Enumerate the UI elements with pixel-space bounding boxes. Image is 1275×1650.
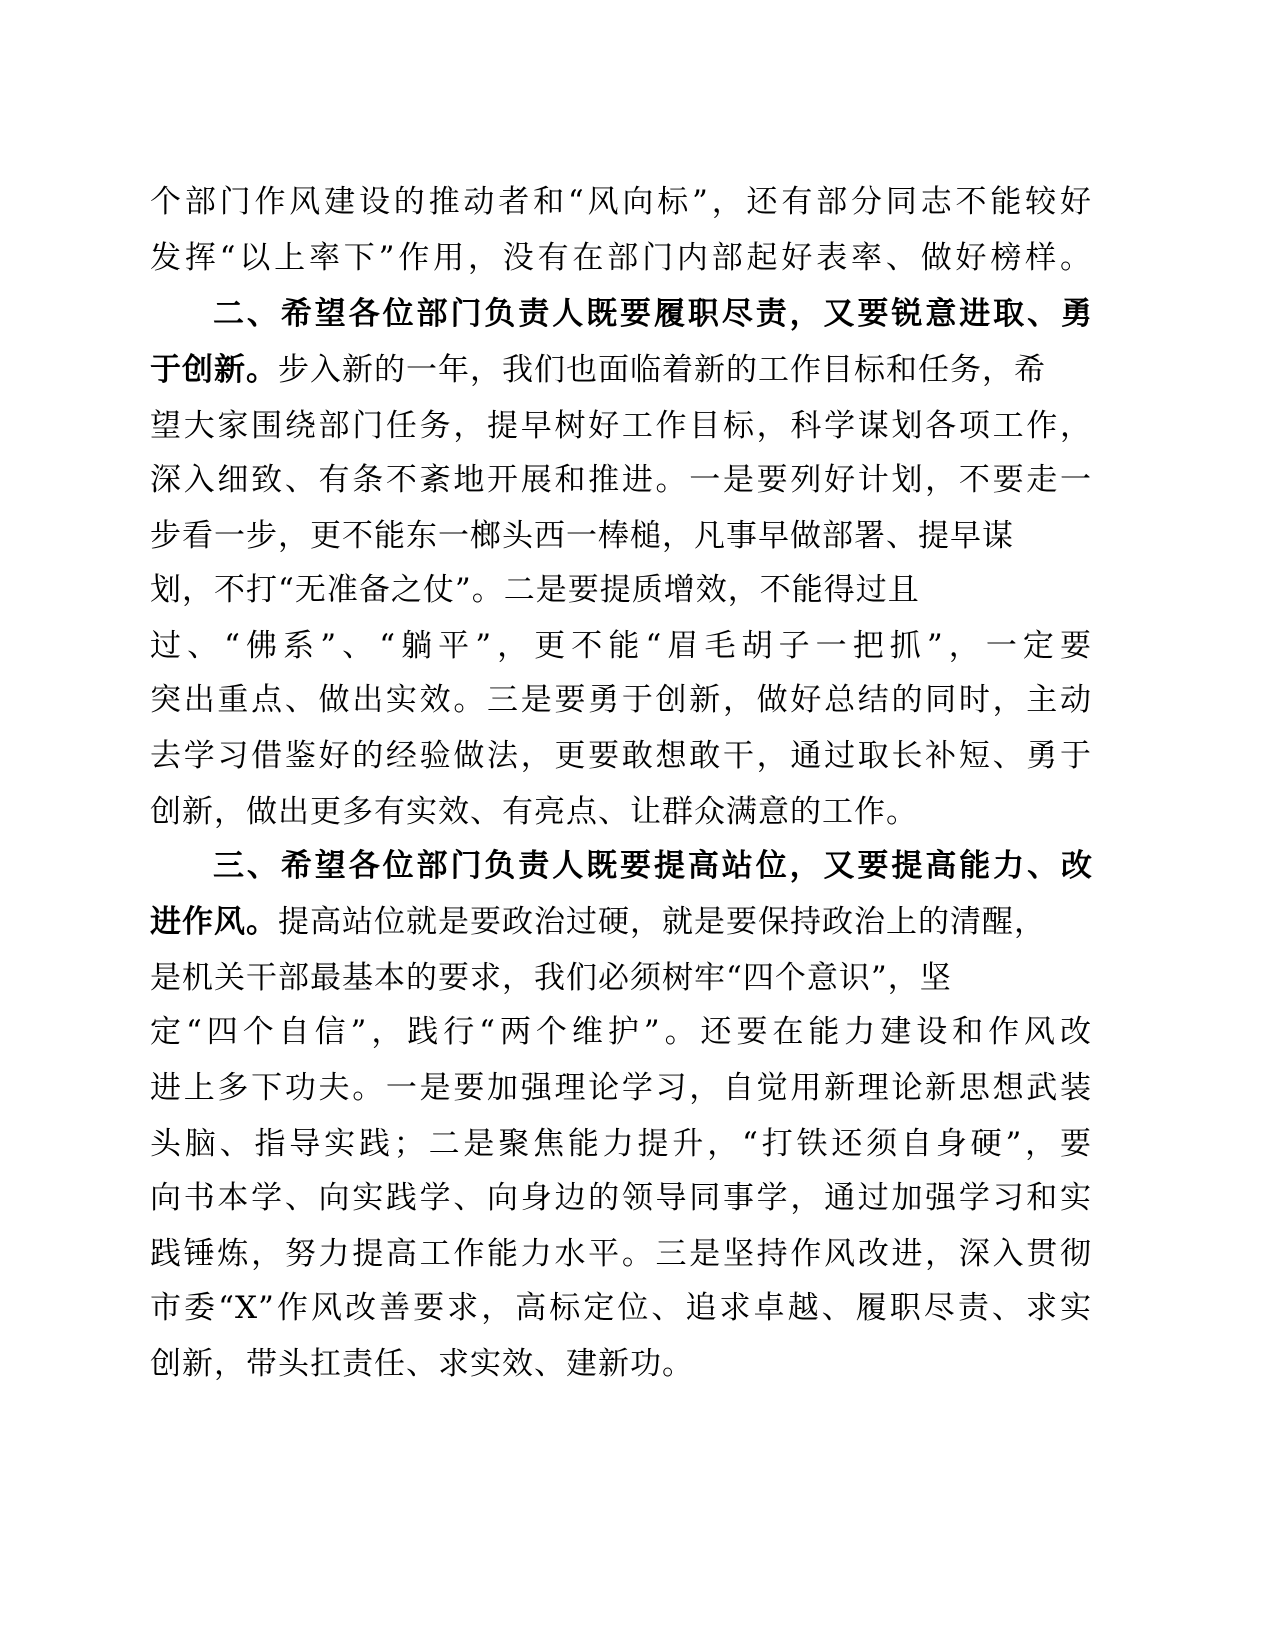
text-line: [150, 350, 1046, 390]
text-line: 践锤炼，努力提高工作能力水平。三是坚持作风改进，深入贯彻: [150, 1236, 1092, 1272]
text-line: 个部门作风建设的推动者和“风向标”，还有部分同志不能较好: [150, 184, 1092, 220]
text-line: 划，不打“无准备之仗”。二是要提质增效，不能得过且: [150, 572, 920, 608]
text-line: 步看一步，更不能东一榔头西一棒槌，凡事早做部署、提早谋: [150, 518, 1014, 554]
text-line: [150, 902, 1046, 942]
section-heading-two-end: 于创新。: [150, 352, 278, 388]
text-line: 望大家围绕部门任务，提早树好工作目标，科学谋划各项工作，: [150, 408, 1092, 444]
text-line: 深入细致、有条不紊地开展和推进。一是要列好计划，不要走一: [150, 462, 1092, 498]
text-line: 向书本学、向实践学、向身边的领导同事学，通过加强学习和实: [150, 1180, 1092, 1216]
text-line: 去学习借鉴好的经验做法，更要敢想敢干，通过取长补短、勇于: [150, 738, 1092, 774]
text-line: 进上多下功夫。一是要加强理论学习，自觉用新理论新思想武装: [150, 1070, 1092, 1106]
text-span: 提高站位就是要政治过硬，就是要保持政治上的清醒，: [278, 904, 1046, 940]
text-line: 是机关干部最基本的要求，我们必须树牢“四个意识”，坚: [150, 960, 952, 996]
text-line: 定“四个自信”，践行“两个维护”。还要在能力建设和作风改: [150, 1014, 1092, 1050]
section-heading-three: 三、希望各位部门负责人既要提高站位，又要提高能力、改: [213, 848, 1093, 884]
text-line: 市委“X”作风改善要求，高标定位、追求卓越、履职尽责、求实: [150, 1290, 1092, 1326]
section-heading-three-end: 进作风。: [150, 904, 278, 940]
text-line: 创新，做出更多有实效、有亮点、让群众满意的工作。: [150, 794, 918, 830]
text-line: 突出重点、做出实效。三是要勇于创新，做好总结的同时，主动: [150, 682, 1092, 718]
text-line: 发挥“以上率下”作用，没有在部门内部起好表率、做好榜样。: [150, 240, 1092, 276]
text-line: 过、“佛系”、“躺平”，更不能“眉毛胡子一把抓”，一定要: [150, 628, 1092, 664]
text-span: 步入新的一年，我们也面临着新的工作目标和任务，希: [278, 352, 1046, 388]
text-line: 创新，带头扛责任、求实效、建新功。: [150, 1346, 694, 1382]
section-heading-two: 二、希望各位部门负责人既要履职尽责，又要锐意进取、勇: [213, 296, 1093, 332]
text-line: 头脑、指导实践；二是聚焦能力提升，“打铁还须自身硬”，要: [150, 1126, 1092, 1162]
